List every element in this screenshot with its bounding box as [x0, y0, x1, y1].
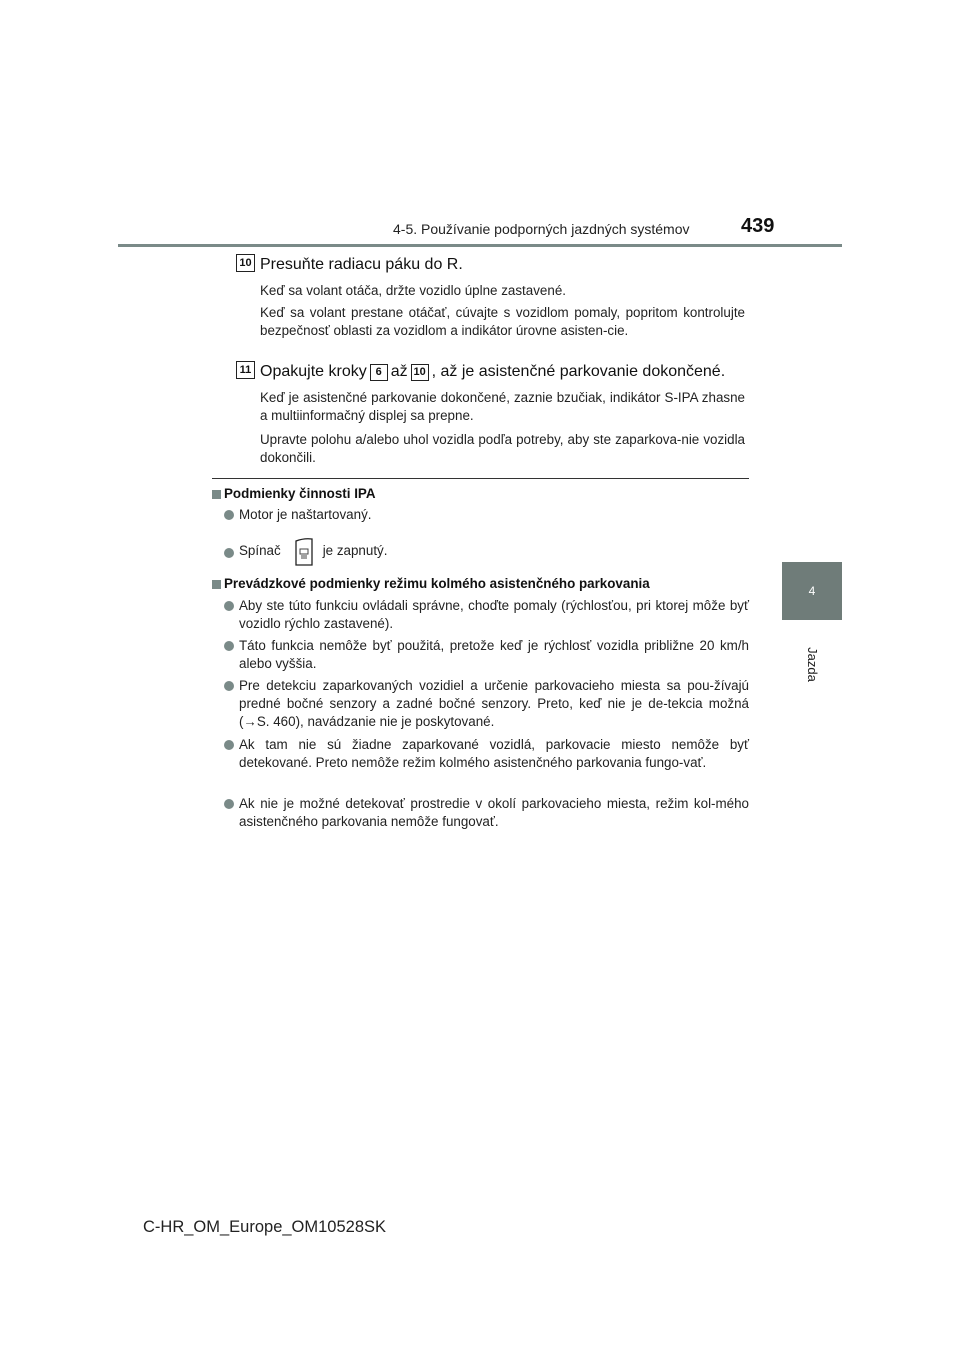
list-item: Motor je naštartovaný.	[239, 507, 372, 522]
square-bullet-icon	[212, 580, 221, 589]
round-bullet-icon	[224, 740, 234, 750]
parking-assist-switch-icon	[293, 535, 315, 567]
section-title: 4-5. Používanie podporných jazdných systémov	[393, 221, 690, 237]
step-title-text: až	[390, 363, 408, 380]
page-number: 439	[741, 215, 775, 237]
chapter-tab-number: 4	[782, 562, 842, 620]
section-heading: Prevádzkové podmienky režimu kolmého asistenčného parkovania	[224, 576, 650, 591]
list-item: Aby ste túto funkciu ovládali správne, choďte pomaly (rýchlosťou, pri ktorej môže byť vozidlo rýchlo zastavené).	[239, 598, 749, 631]
list-item: Ak tam nie sú žiadne zaparkované vozidlá, parkovacie miesto nemôže byť detekované. Preto nemôže režim kolmého asistenčného parkovania fungo-vať.	[239, 737, 749, 770]
step-title-text: , až je asistenčné parkovanie dokončené.	[431, 363, 726, 380]
step-note: Keď je asistenčné parkovanie dokončené, zaznie bzučiak, indikátor S-IPA zhasne a multiinformačný displej sa prepne.	[260, 390, 745, 423]
header-divider	[118, 244, 842, 247]
step-note: Keď sa volant otáča, držte vozidlo úplne zastavené.	[260, 283, 566, 298]
step-ref-badge-10: 10	[411, 364, 429, 381]
list-item: Ak nie je možné detekovať prostredie v okolí parkovacieho miesta, režim kol-mého asistenčného parkovania nemôže fungovať.	[239, 796, 749, 829]
step-badge-10: 10	[236, 254, 255, 272]
document-code: C-HR_OM_Europe_OM10528SK	[143, 1218, 387, 1236]
round-bullet-icon	[224, 681, 234, 691]
step-badge-11: 11	[236, 361, 255, 379]
step-ref-badge-6: 6	[370, 364, 388, 381]
chapter-tab-label-text: Jazda	[804, 646, 820, 682]
square-bullet-icon	[212, 490, 221, 499]
round-bullet-icon	[224, 641, 234, 651]
list-item-text: Spínač	[239, 543, 281, 558]
step-note: Keď sa volant prestane otáčať, cúvajte s vozidlom pomaly, popritom kontrolujte bezpečnosť oblasti za vozidlom a indikátor úrovne asisten-cie.	[260, 305, 745, 338]
chapter-tab-label	[782, 624, 842, 704]
round-bullet-icon	[224, 548, 234, 558]
step-note: Upravte polohu a/alebo uhol vozidla podľa potreby, aby ste zaparkova-nie vozidla dokončili.	[260, 432, 745, 465]
round-bullet-icon	[224, 601, 234, 611]
list-item	[239, 535, 749, 567]
round-bullet-icon	[224, 510, 234, 520]
section-divider	[212, 478, 749, 479]
list-item: Táto funkcia nemôže byť použitá, pretože keď je rýchlosť vozidla približne 20 km/h alebo vyššia.	[239, 638, 749, 671]
step-title-text: Opakujte kroky	[260, 363, 367, 380]
list-item: Pre detekciu zaparkovaných vozidiel a určenie parkovacieho miesta sa pou-žívajú predné bočné senzory a zadné bočné senzory. Preto, keď nie je de-tekcia možná (→S. 460), navádzanie nie je poskytované.	[239, 678, 749, 729]
step-title-11	[260, 363, 725, 381]
round-bullet-icon	[224, 799, 234, 809]
list-item-text: je zapnutý.	[322, 543, 388, 558]
section-heading: Podmienky činnosti IPA	[224, 486, 376, 501]
step-title-10: Presuňte radiacu páku do R.	[260, 256, 463, 273]
